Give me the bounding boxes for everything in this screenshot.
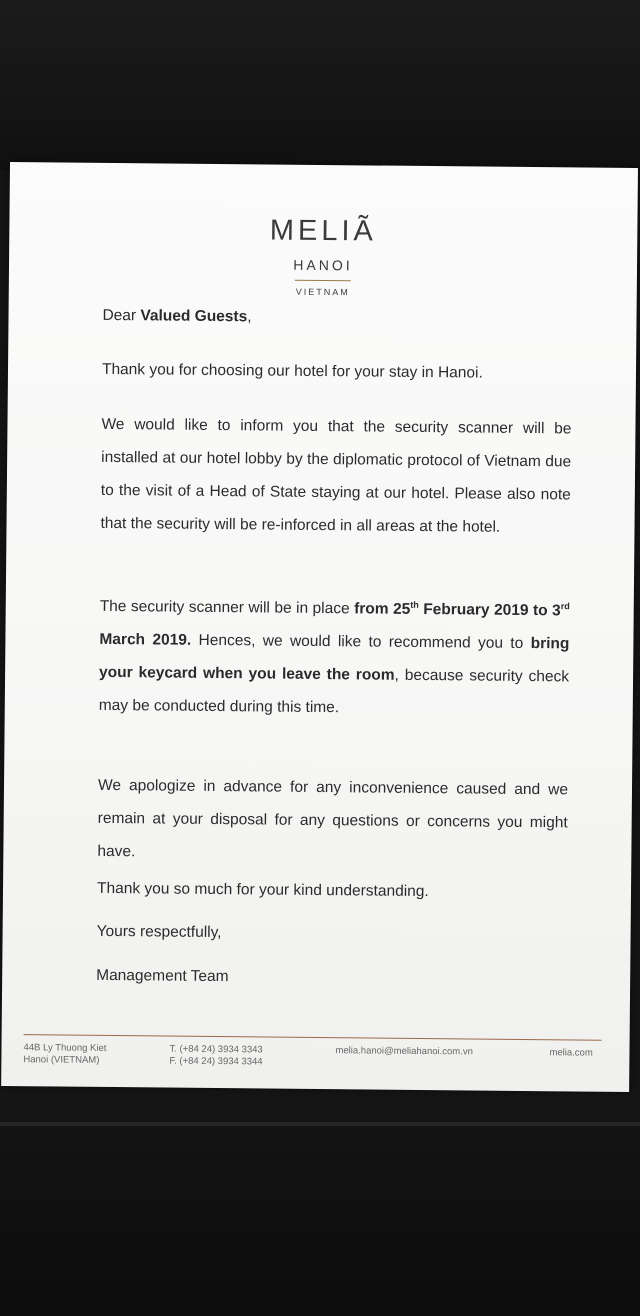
footer-contact (169, 1044, 262, 1069)
salutation-prefix: Dear (102, 306, 141, 325)
letter-sheet (1, 162, 638, 1092)
address-line-1: 44B Ly Thuong Kiet (23, 1042, 107, 1054)
paragraph-apology-text: We apologize in advance for any inconvenience caused and we remain at your disposal for any questions or concerns you might have. (97, 776, 569, 861)
hotel-logo (9, 212, 638, 300)
fax-number: F. (+84 24) 3934 3344 (169, 1055, 263, 1068)
closing-text: Yours respectfully, (96, 922, 222, 942)
footer-website (549, 1047, 592, 1059)
salutation-name: Valued Guests (140, 307, 248, 326)
background-ledge (0, 1122, 640, 1126)
salutation-suffix: , (247, 308, 252, 326)
paragraph-apology (97, 769, 568, 873)
brand-name: MELIÃ (269, 214, 378, 248)
brand-country: VIETNAM (295, 286, 350, 298)
footer-address (23, 1042, 106, 1067)
ordinal-rd: rd (560, 601, 570, 612)
logo-divider (295, 280, 351, 282)
ordinal-th: th (410, 599, 419, 610)
paragraph-dates-text (99, 590, 570, 727)
background-top (0, 0, 640, 170)
paragraph-understanding-text: Thank you so much for your kind understanding. (96, 879, 429, 901)
footer-email (335, 1045, 473, 1058)
paragraph-scanner-notice-text: We would like to inform you that the security scanner will be installed at our hotel lobby by the diplomatic protocol of Vietnam due to the visit of a Head of State staying at our hotel. Please also note that the security will be re-inforced in all areas at the hotel. (100, 415, 572, 536)
salutation (102, 299, 572, 337)
brand-city: HANOI (293, 256, 353, 274)
paragraph-thanks-text: Thank you for choosing our hotel for your stay in Hanoi. (101, 360, 483, 382)
address-line-2: Hanoi (VIETNAM) (23, 1054, 100, 1066)
footer-divider (24, 1034, 602, 1041)
closing (96, 915, 566, 953)
website: melia.com (549, 1047, 593, 1059)
email-address: melia.hanoi@meliahanoi.com.vn (335, 1045, 473, 1058)
paragraph-understanding (97, 872, 567, 910)
paragraph-thanks (102, 353, 572, 391)
dates-text-3: , because security check may be conducted during this time. (98, 666, 570, 717)
paragraph-scanner-notice (100, 408, 571, 545)
signature (96, 959, 566, 997)
dates-text-2: Hences, we would like to recommend you to (191, 631, 531, 653)
phone-number: T. (+84 24) 3934 3343 (169, 1043, 263, 1056)
paragraph-dates (99, 590, 570, 727)
signature-text: Management Team (96, 966, 229, 986)
keycard-notice: bring your keycard when you leave the room (99, 635, 570, 684)
dates-from: from 25th February 2019 to 3rd March 2019. (99, 599, 570, 649)
dates-text-1: The security scanner will be in place (99, 597, 355, 618)
